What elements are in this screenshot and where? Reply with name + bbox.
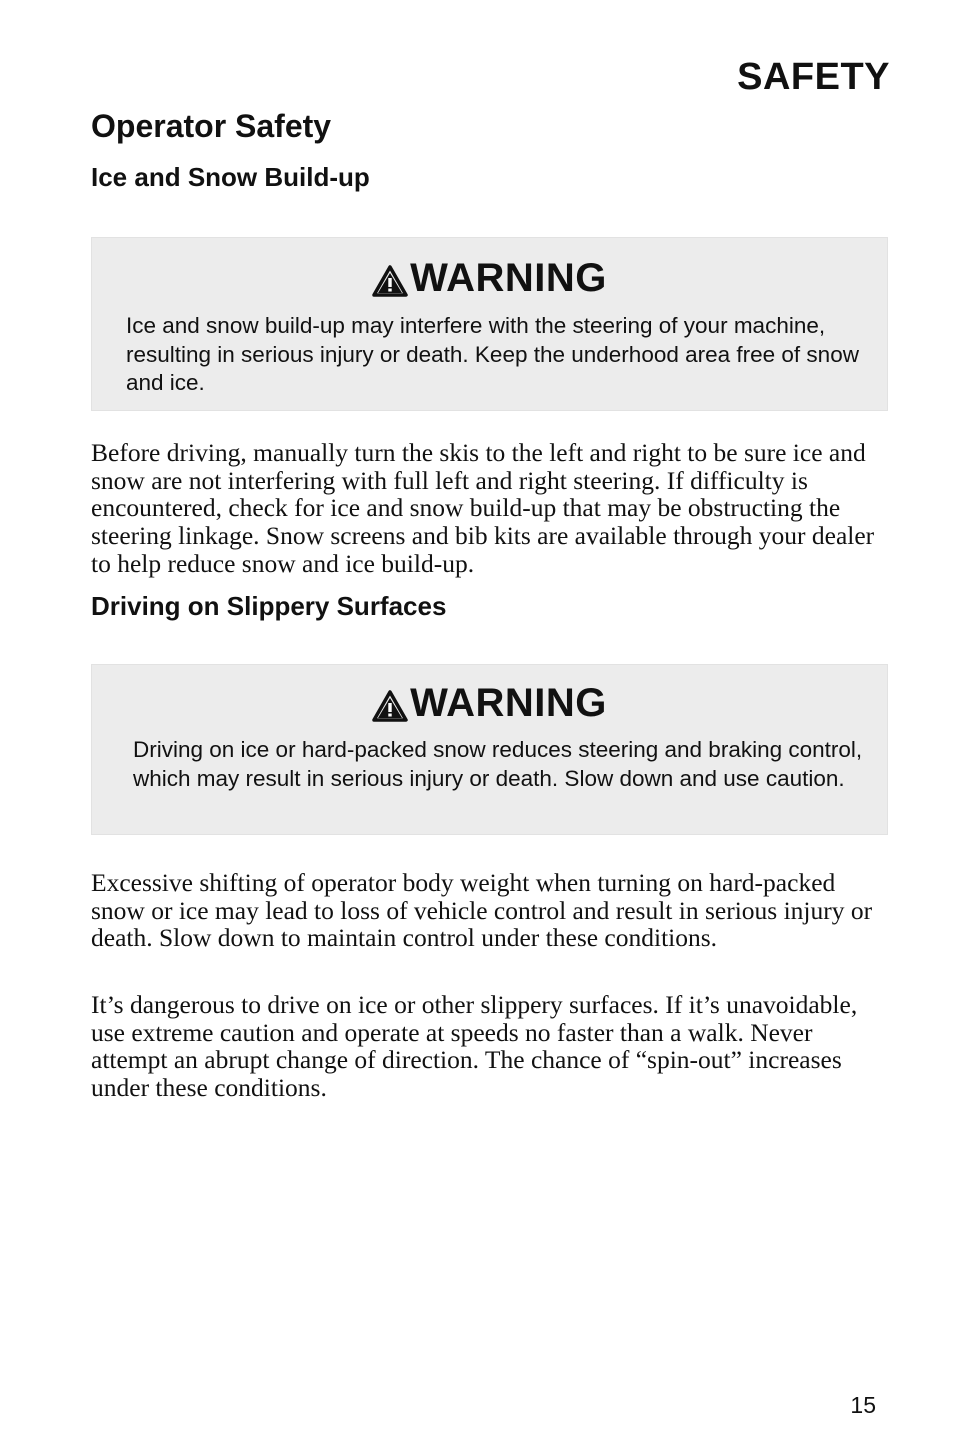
paragraph-slippery-driving: It’s dangerous to drive on ice or other slippery surfaces. If it’s unavoidable, use extreme caution and operate at speeds no faster than a walk. Never attempt an abrupt change of direction. The chance of “spin-out” increases under these conditions. — [91, 990, 858, 1103]
warning-triangle-icon — [372, 265, 408, 297]
warning-triangle-icon — [372, 690, 408, 722]
paragraph-ice-snow: Before driving, manually turn the skis to the left and right to be sure ice and snow are not interfering with full left and right steering. If difficulty is encountered, check for ice and snow build-up that may be obstructing the steering linkage. Snow screens and bib kits are available through your dealer to help reduce snow and ice build-up. — [91, 438, 875, 578]
warning-header — [92, 252, 887, 304]
warning-box-slippery — [91, 664, 888, 835]
warning-label: WARNING — [410, 255, 607, 300]
warning-text: Driving on ice or hard-packed snow reduces steering and braking control, which may result in serious injury or death. Slow down and use caution. — [133, 737, 863, 791]
section-title: SAFETY — [737, 56, 890, 98]
warning-box-ice-snow — [91, 237, 888, 411]
page-heading: Operator Safety — [91, 108, 332, 144]
warning-text: Ice and snow build-up may interfere with the steering of your machine, resulting in serious injury or death. Keep the underhood area free of snow and ice. — [126, 313, 859, 395]
subheading-ice-snow-buildup: Ice and Snow Build-up — [91, 162, 370, 192]
warning-label: WARNING — [410, 680, 607, 725]
paragraph-body-weight: Excessive shifting of operator body weight when turning on hard-packed snow or ice may lead to loss of vehicle control and result in serious injury or death. Slow down to maintain control under these conditions. — [91, 868, 873, 953]
subheading-slippery-surfaces: Driving on Slippery Surfaces — [91, 591, 447, 621]
warning-header — [92, 677, 887, 729]
page-number: 15 — [850, 1392, 876, 1418]
